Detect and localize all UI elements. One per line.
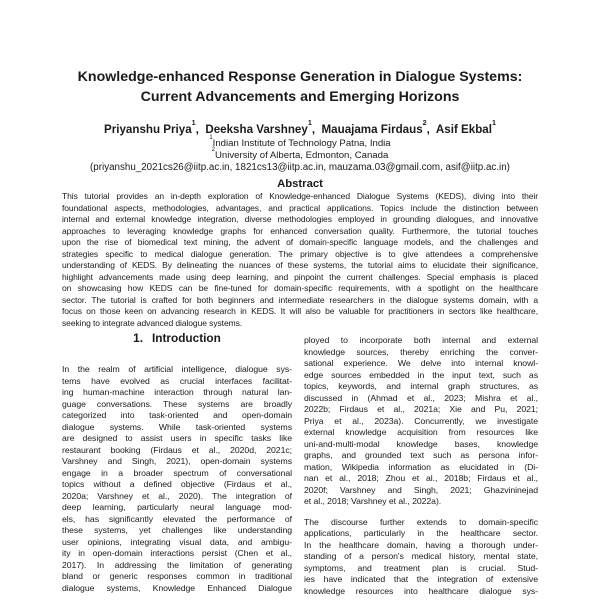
text-line: knowledge resources into healthcare dialogue sys- (304, 585, 538, 596)
text-line: 2020a; Varshney et al., 2020). The integration of (62, 490, 292, 501)
abstract-text (62, 191, 538, 329)
text-line: highlight advancements made using deep learning, and pinpoint the current challenges. Special emphasis is placed (62, 271, 538, 282)
section-number: 1. (133, 331, 144, 345)
text-line: user opinions, integrating visual data, and ambigu- (62, 536, 292, 547)
text-line: graphs, and grounded text such as persona infor- (304, 450, 538, 460)
text-line: knowledge sources, thereby enriching the conver- (304, 346, 538, 357)
emails-line: (priyanshu_2021cs26@iitp.ac.in, 1821cs13@iitp.ac.in, mauzama.03@gmail.com, asif@iitp.ac.in) (90, 161, 510, 173)
section-heading-introduction (62, 331, 292, 345)
text-line: foundational aspects, methodologies, advantages, and practical applications. Topics include the distinction between (62, 202, 538, 213)
text-line: internal and external knowledge integration, diverse methodologies employed in grounding dialogues, and innovative (62, 214, 538, 224)
text-line: tems have evolved as crucial interfaces facilitat- (62, 375, 292, 386)
text-line: ity in open-domain interactions persist (Chen et al., (62, 548, 292, 558)
author (205, 117, 318, 136)
text-line: strategies specific to medical dialogue generation. The primary objective is to give attendees a comprehensive (62, 248, 538, 259)
text-line: 2022b; Firdaus et al., 2021a; Xie and Pu, 2021; (304, 404, 538, 414)
text-line: standing of a person's medical history, mental state, (304, 551, 538, 561)
text-line: et al., 2018; Varshney et al., 2022a). (304, 496, 442, 506)
column-right (304, 335, 538, 597)
author-name: Deeksha Varshney (205, 122, 308, 136)
paragraph (304, 517, 538, 598)
abstract-heading: Abstract (277, 178, 323, 190)
column-left (62, 364, 292, 594)
text-line: In the realm of artificial intelligence, dialogue sys- (62, 364, 292, 374)
text-line: dialogue systems, Knowledge Enhanced Dialogue (62, 582, 292, 593)
text-line: dialogue systems. While task-oriented systems (62, 421, 292, 432)
text-line: discussed in (Ahmad et al., 2023; Mishra et al., (304, 392, 538, 403)
affiliation-line-2 (42, 146, 558, 161)
text-line: This tutorial provides an in-depth exploration of Knowledge-enhanced Dialogue Systems (KEDS), diving into their (62, 191, 538, 201)
text-line: categorized into task-oriented and open-domain (62, 410, 292, 420)
author-name: Priyanshu Priya (104, 122, 192, 136)
text-line: deep learning, particularly neural language mod- (62, 502, 292, 512)
text-line: understanding of KEDS. By delineating the nuances of these systems, the tutorial aims to elucidate their significance, (62, 260, 538, 270)
text-line: sational experience. We delve into internal knowl- (304, 358, 538, 368)
text-line: uni-and-multi-modal knowledge bases, knowledge (304, 438, 538, 449)
text-line: external knowledge acquisition from resources like (304, 427, 538, 437)
text-line: topics, keywords, and internal graph structures, as (304, 381, 538, 391)
text-line: applications, particularly in the healthcare sector. (304, 528, 538, 538)
affiliation-line-1 (42, 135, 558, 150)
text-line: upon the rise of biomedical text mining, the advent of domain-specific language models, and the challenges and (62, 237, 538, 247)
author-superscript: 2 (422, 117, 427, 127)
text-line: mation, Wikipedia information as elucidated in (Di- (304, 461, 538, 472)
text-line: edge sources embedded in the input text, such as (304, 369, 538, 380)
text-line: Varshney and Singh, 2021), open-domain systems (62, 456, 292, 466)
text-line: ies have indicated that the integration of extensive (304, 574, 538, 584)
author-superscript: 1 (191, 117, 196, 127)
text-line: restaurant booking (Firdaus et al., 2020d, 2021c; (62, 444, 292, 455)
text-line: guage conversations. These systems are broadly (62, 398, 292, 409)
title-line-2: Current Advancements and Emerging Horizons (140, 88, 460, 105)
text-line: symptoms, and treatment plan is crucial. Stud- (304, 562, 538, 573)
title-line-1: Knowledge-enhanced Response Generation in Dialogue Systems: (77, 69, 523, 85)
text-line: In the healthcare domain, having a thorough under- (304, 539, 538, 550)
text-line: nan et al., 2018; Zhou et al., 2018b; Firdaus et al., (304, 473, 538, 483)
text-line: focus on those keen on advancing research in KEDS. It will also be valuable for practitioners in sectors like healthcare, (62, 306, 538, 316)
text-line: ing human-machine interaction through natural lan- (62, 387, 292, 397)
text-line: Priya et al., 2023a). Concurrently, we investigate (304, 415, 538, 426)
text-line: sector. The tutorial is crafted for both beginners and intermediate researchers in the dialogue systems domain, with a (62, 294, 538, 305)
section-title: Introduction (152, 331, 221, 345)
paper-title (42, 68, 558, 107)
paragraph (304, 335, 538, 508)
text-line: 2020f; Varshney and Singh, 2021; Ghazvininejad (304, 484, 538, 495)
text-line: approaches to leveraging knowledge graphs for enhanced conversation quality. Furthermore, the tutorial touches (62, 225, 538, 236)
text-line: topics without a defined objective (Firdaus et al., (62, 479, 292, 489)
affiliation-text: Indian Institute of Technology Patna, India (212, 138, 391, 150)
text-line: are designed to assist users in specific tasks like (62, 433, 292, 443)
author (321, 117, 434, 136)
author-name: Asif Ekbal (435, 122, 492, 136)
text-line: bland or generic responses common in traditional (62, 571, 292, 581)
text-line: ployed to incorporate both internal and external (304, 335, 538, 345)
author-superscript: 1 (491, 117, 496, 127)
affiliation-superscript: 2 (211, 146, 215, 153)
authors-line (42, 117, 558, 136)
author-name: Mauajama Firdaus (321, 122, 423, 136)
text-line: engage in a broader spectrum of conversational (62, 467, 292, 478)
affiliation-text: University of Alberta, Edmonton, Canada (214, 149, 389, 161)
text-line: on showcasing how KEDS can be fine-tuned for domain-specific requirements, with a spotlight on the healthcare (62, 283, 538, 293)
author-superscript: 1 (307, 117, 312, 127)
paragraph (62, 364, 292, 594)
text-line: The discourse further extends to domain-specific (304, 516, 538, 527)
text-line: els, has significantly elevated the performance of (62, 513, 292, 524)
text-line: these systems, yet challenges like understanding (62, 525, 292, 535)
author (104, 117, 202, 136)
affiliation-superscript: 1 (209, 135, 213, 142)
author (435, 117, 496, 136)
text-line: 2017). In addressing the limitation of generating (62, 559, 292, 570)
text-line: seeking to integrate advanced dialogue systems. (62, 317, 243, 328)
